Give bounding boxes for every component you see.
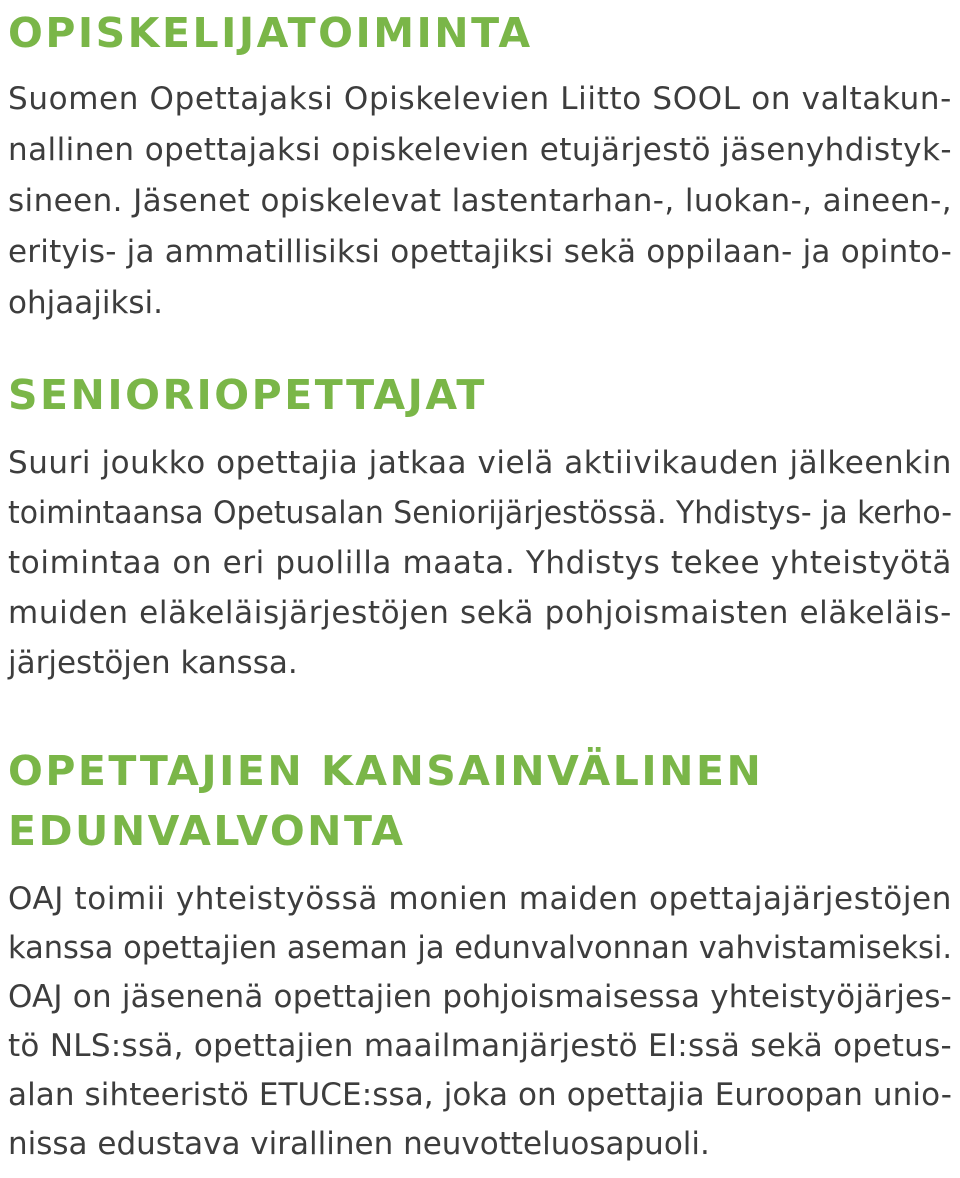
paragraph-line: kanssa opettajien aseman ja edunvalvonnan vahvistamiseksi. [8,930,952,966]
paragraph-line: toimintaa on eri puolilla maata. Yhdistys tekee yhteistyötä [8,545,952,581]
paragraph-line: sineen. Jäsenet opiskelevat lastentarhan-, luokan-, aineen-, [8,183,952,219]
paragraph-line: toimintaansa Opetusalan Seniorijärjestössä. Yhdistys- ja kerho- [8,495,952,531]
section-heading-senioriopettajat: SENIORIOPETTAJAT [8,371,487,419]
paragraph-line: Suuri joukko opettajia jatkaa vielä aktiivikauden jälkeenkin [8,445,952,481]
paragraph-line: muiden eläkeläisjärjestöjen sekä pohjoismaisten eläkeläis- [8,595,952,631]
paragraph-line: OAJ on jäsenenä opettajien pohjoismaisessa yhteistyöjärjes- [8,979,952,1015]
paragraph-line: OAJ toimii yhteistyössä monien maiden opettajajärjestöjen [8,881,952,917]
paragraph-line: Suomen Opettajaksi Opiskelevien Liitto SOOL on valtakun- [8,81,952,117]
section-heading-kansainvalinen-line2: EDUNVALVONTA [8,807,406,855]
paragraph-line: järjestöjen kanssa. [8,645,298,681]
paragraph-line: alan sihteeristö ETUCE:ssa, joka on opettajia Euroopan unio- [8,1077,952,1113]
paragraph-line: nissa edustava virallinen neuvotteluosapuoli. [8,1126,710,1162]
paragraph-line: ohjaajiksi. [8,285,164,321]
paragraph-line: erityis- ja ammatillisiksi opettajiksi sekä oppilaan- ja opinto- [8,234,952,270]
paragraph-line: tö NLS:ssä, opettajien maailmanjärjestö EI:ssä sekä opetus- [8,1028,952,1064]
section-heading-kansainvalinen-line1: OPETTAJIEN KANSAINVÄLINEN [8,747,764,795]
paragraph-line: nallinen opettajaksi opiskelevien etujärjestö jäsenyhdistyk- [8,132,952,168]
section-heading-opiskelijatoiminta: OPISKELIJATOIMINTA [8,9,533,57]
